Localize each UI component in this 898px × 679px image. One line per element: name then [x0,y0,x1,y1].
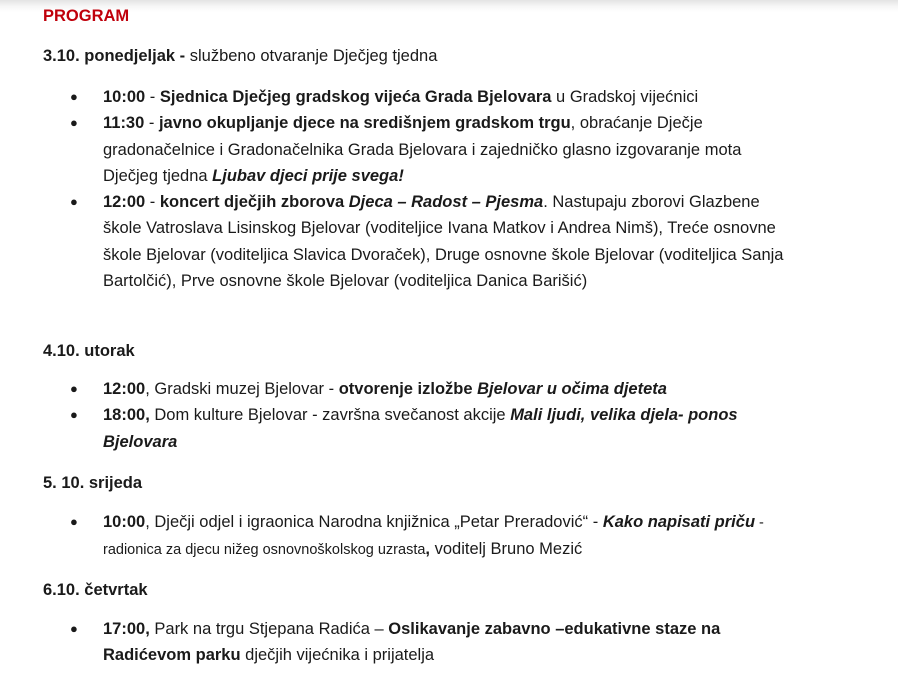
day-title: 3.10. ponedjeljak - [43,47,186,65]
program-heading: PROGRAM [43,7,130,25]
event-text-segment: Dom kulture Bjelovar - završna svečanost akcije [149,406,511,425]
event-text-segment: - [145,88,160,106]
bullet-icon: ● [70,621,78,636]
event-text-segment: , Dječji odjel i igraonica Narodna knjižnica „Petar Preradović“ - [145,513,603,531]
day-heading-wednesday [43,473,142,493]
day-heading-thursday [43,580,148,600]
event-item [0,509,898,564]
event-text-segment: 18:00, [103,406,150,425]
event-text-segment: , [425,540,431,559]
bullet-icon: ● [70,194,78,210]
event-text-segment: , obraćanje Dječje gradonačelnice i Gradonačelnika Grada Bjelovara i zajedničko glasno izgovaranje mota Dječjeg tjedna [103,114,742,185]
day-title: 6.10. četvrtak [43,581,148,599]
event-text-segment: Park na trgu Stjepana Radića – [149,620,389,638]
event-text-segment: Sjednica Dječjeg gradskog vijeća Grada Bjelovara [159,88,552,106]
event-item [0,402,898,455]
event-text-segment: 10:00 [103,88,146,106]
event-text-segment: 11:30 [103,114,145,133]
event-item [0,616,898,669]
bullet-icon: ● [70,115,78,131]
day-title: 5. 10. srijeda [43,474,143,492]
event-text-segment: 10:00 [103,513,146,531]
event-list-monday [0,84,898,294]
day-heading-tuesday [43,341,135,361]
day-title: 4.10. utorak [43,342,135,360]
bullet-icon: ● [70,407,78,423]
event-list-thursday [0,616,898,669]
event-text-segment: dječjih vijećnika i prijatelja [240,646,435,665]
event-text-segment: voditelj Bruno Mezić [430,540,583,559]
event-text-segment: koncert dječjih zborova [159,193,349,212]
event-list-wednesday [0,509,898,564]
event-text-segment: Mali ljudi, velika djela- ponos Bjelovara [103,406,738,451]
event-text-segment: - [145,193,160,212]
event-item [0,376,898,402]
event-item [0,189,898,294]
event-text-segment: u Gradskoj vijećnici [551,88,699,106]
event-text-segment: Djeca – Radost – Pjesma [348,193,544,212]
event-text-segment: 12:00 [103,380,146,398]
event-text-segment: otvorenje izložbe [338,380,478,398]
event-text-segment: - [144,114,159,133]
event-text-segment: javno okupljanje djece na središnjem gradskom trgu [158,114,571,133]
event-text-segment: - radionica za djecu nižeg osnovnoškolskog uzrasta [103,515,764,559]
event-text-segment: Bjelovar u očima djeteta [477,380,667,398]
bullet-icon: ● [70,89,78,104]
event-text-segment: 17:00, [103,620,150,638]
event-text-segment: Ljubav djeci prije svega! [212,166,404,185]
day-heading-monday [43,46,437,66]
bullet-icon: ● [70,514,78,529]
bullet-icon: ● [70,381,78,396]
event-text-segment: , Gradski muzej Bjelovar - [145,380,339,398]
day-description: službeno otvaranje Dječjeg tjedna [185,47,438,65]
event-text-segment: Kako napisati priču [602,513,756,531]
event-list-tuesday [0,376,898,455]
event-text-segment: 12:00 [103,193,146,212]
event-text-segment: . Nastupaju zborovi Glazbene škole Vatroslava Lisinskog Bjelovar (voditeljice Ivana Matkov i Andrea Nimš), Treće osnovne škole Bjelovar (voditeljica Slavica Dvoraček), Druge osnovne škole Bjelovar (voditeljica Sanja Bartolčić), Prve osnovne škole Bjelovar (voditeljica Danica Barišić) [103,193,784,291]
event-text-segment: Oslikavanje zabavno –edukativne staze na Radićevom parku [103,620,721,665]
event-item [0,110,898,189]
event-item [0,84,898,110]
